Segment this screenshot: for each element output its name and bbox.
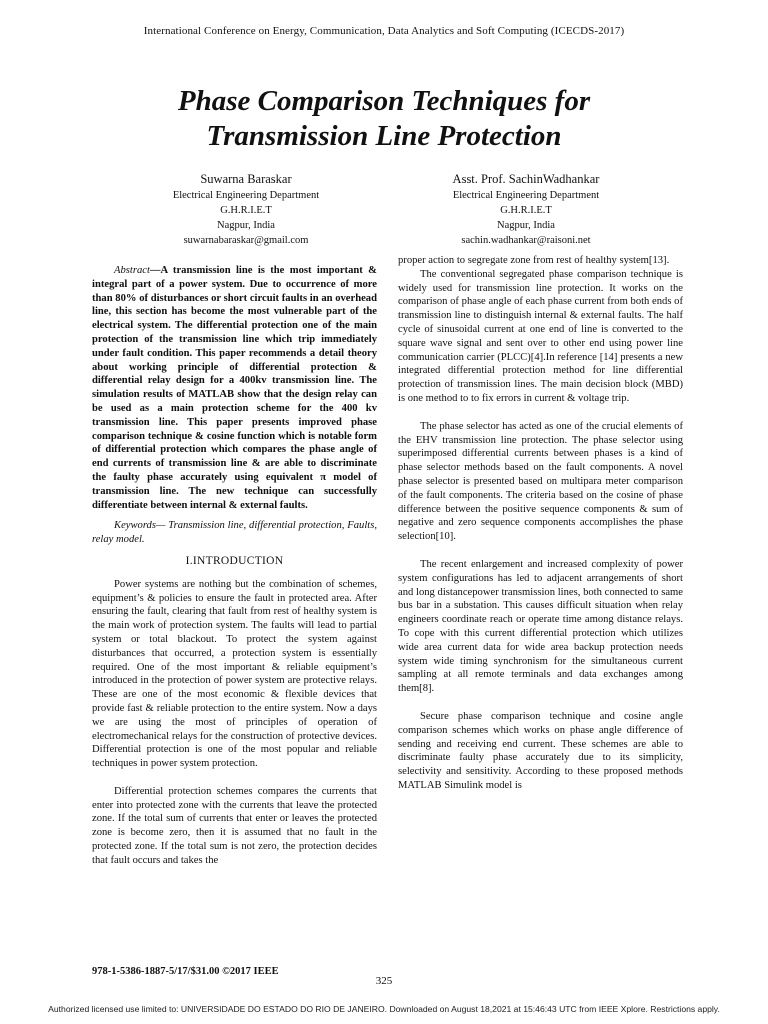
keywords-dash: — xyxy=(155,520,166,532)
abstract xyxy=(92,264,377,512)
author-institute: G.H.R.I.E.T xyxy=(500,205,552,216)
paragraph: Power systems are nothing but the combination of schemes, equipment’s & policies to ensure the fault in protected area. After ensuring the fault, clearing that fault from rest of healthy system is the main work of protection system. The faults will lead to partial system or total blackout. To protect the system against disturbances that occurred, a protection system is essentially required. One of the most important & reliable equipment’s introduced in the protection of power system are protective relays. These are one of the most economic & flexible devices that provide fast & reliable protection to the entire system. Now a days we are using the most of principles of operation of electromechanical relays for the construction of protective devices. Differential protection is one of the most popular and reliable techniques in power system protection. xyxy=(92,578,377,770)
left-column xyxy=(92,264,377,868)
abstract-text: A transmission line is the most important & integral part of a power system. Due to occurrence of more than 80% of disturbances or short circuit faults in an overhead line, this section has become the most vulnerable part of the electrical system. The differential protection one of the main protection of the transmission line which trip immediately under fault condition. This paper recommends a detail theory about working principle of differential protection & differential relay design for a 400kv transmission line. The simulation results of MATLAB show that the design relay can be used as a main protection scheme for the 400 kv transmission line. This paper presents improved phase comparison technique & cosine function which is notable form of differential protection which compares the phase angle of end currents of transmission line & are able to discriminate the faulty phase accurately using equivalent π model of transmission line. The new technique can successfully differentiate between internal & external faults. xyxy=(92,265,377,511)
paper-title xyxy=(0,84,768,154)
right-column xyxy=(398,254,683,793)
paragraph: The recent enlargement and increased complexity of power system configurations has led to adjacent arrangements of short and long distancepower transmission lines, both connected to same bus bar in a substation. This causes difficult situation when relay engineers coordinate reach or operate time among distance relays. To cope with this current differential protection which utilizes wide area current data for wide area backup protection needs system wide timing synchronism for the simultaneous current sampling at all remote terminals and data exchanges among them[8]. xyxy=(398,558,683,695)
paragraph: Differential protection schemes compares the currents that enter into protected zone with the currents that leave the protected zone. If the total sum of currents that enter or leaves the protected zone is become zero, then it is assumed that no fault in the protected zone. If the total sum is not zero, the protection decides that fault occurs and takes the xyxy=(92,785,377,866)
keywords-text: Transmission line, differential protection, Faults, relay model. xyxy=(92,520,377,546)
section-heading-introduction: I.INTRODUCTION xyxy=(185,554,284,567)
paragraph: Secure phase comparison technique and cosine angle comparison schemes which works on phase angle difference of sending and receiving end current. These schemes are able to discriminate faulty phase accurately due to its simplicity, selectivity and sensitivity. According to these proposed methods MATLAB Simulink model is xyxy=(398,710,683,791)
author-department: Electrical Engineering Department xyxy=(172,190,320,201)
author-city: Nagpur, India xyxy=(217,220,275,231)
author-email[interactable]: sachin.wadhankar@raisoni.net xyxy=(461,235,591,246)
author-block-2 xyxy=(386,171,666,248)
paragraph: proper action to segregate zone from rest of healthy system[13]. xyxy=(398,255,670,266)
paragraph: The phase selector has acted as one of the crucial elements of the EHV transmission line protection. The phase selector using superimposed differential currents between phases is a kind of phase selector methods based on the fault components. A novel phase selector is presented based on multipara meter comparison of the fault components. The criteria based on the cosine of phase difference between the positive sequence components & sum of negative and zero sequence components accomplishes the phase selection[10]. xyxy=(398,420,683,543)
author-department: Electrical Engineering Department xyxy=(452,190,600,201)
abstract-label: Abstract xyxy=(114,265,150,276)
keywords-label: Keywords xyxy=(114,520,156,532)
author-city: Nagpur, India xyxy=(497,220,555,231)
page-number: 325 xyxy=(375,975,393,987)
isbn-footer: 978-1-5386-1887-5/17/$31.00 ©2017 IEEE xyxy=(92,966,279,977)
title-line-2: Transmission Line Protection xyxy=(206,120,562,152)
license-notice: Authorized licensed use limited to: UNIVERSIDADE DO ESTADO DO RIO DE JANEIRO. Downloaded on August 18,2021 at 15:46:43 UTC from IEEE Xplore. Restrictions apply. xyxy=(48,1004,720,1014)
author-email[interactable]: suwarnabaraskar@gmail.com xyxy=(183,235,309,246)
abstract-dash: — xyxy=(149,265,161,276)
author-block-1 xyxy=(106,171,386,248)
conference-header: International Conference on Energy, Communication, Data Analytics and Soft Computing (ICECDS-2017) xyxy=(143,25,625,37)
title-line-1: Phase Comparison Techniques for xyxy=(177,85,591,117)
author-institute: G.H.R.I.E.T xyxy=(220,205,272,216)
author-name: Suwarna Baraskar xyxy=(200,172,292,186)
author-name: Asst. Prof. SachinWadhankar xyxy=(452,172,600,186)
paragraph: The conventional segregated phase comparison technique is widely used for transmission line protection. It works on the comparison of phase angle of each phase current from both ends of transmission line to distinguish internal & external faults. The half cycle of sinusoidal current at one end of line is converted to the square wave signal and sent over to other end using power line communication carrier (PLCC)[4].In reference [14] presents a new integrated differential protection method for line differential protection of transmission lines. The main decision block (MBD) is one method to to fix errors in current & voltage trip. xyxy=(398,268,683,404)
keywords xyxy=(92,519,377,547)
